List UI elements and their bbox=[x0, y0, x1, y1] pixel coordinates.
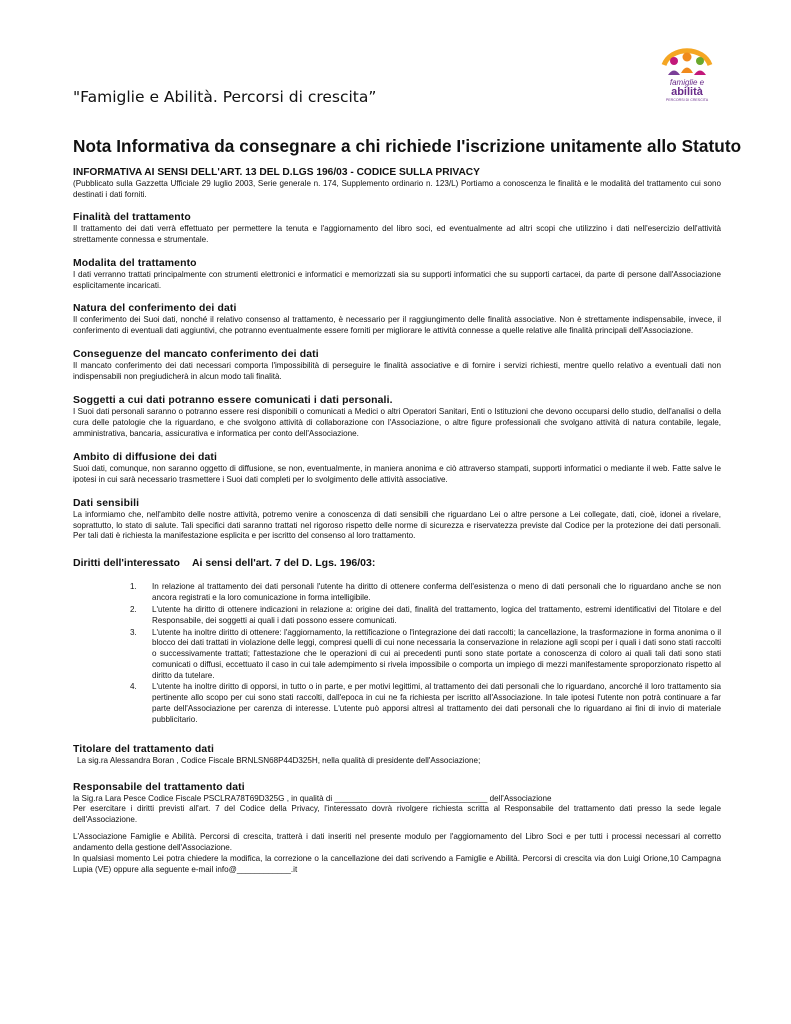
section-text: La informiamo che, nell'ambito delle nostre attività, potremo venire a conoscenza di dati sensibili che riguardano Lei o altre persone a Lei collegate, dati, cioè, idonei a rivelare, soprattutto, lo stato di salute. Tali specifici dati saranno trattati nel rigoroso rispetto delle norme di sicurezza e riservatezza previste dal Codice per la protezione dei dati personali. Per tali dati è richiesta la manifestazione esplicita e per iscritto del consenso al loro trattamento. bbox=[73, 509, 721, 541]
list-item-text: L'utente ha inoltre diritto di opporsi, in tutto o in parte, e per motivi legittimi, al trattamento dei dati personali che lo riguardano, ancorché il loro trattamento sia pertinente allo scopo per cui sono stati raccolti, dall'epoca in cui ne fa richiesta per iscritto all'Associazione. In tale ipotesi l'utente non potrà continuare a far parte dell'Associazione per carenza di interesse. L'utente può apporsi altresì al trattamento dei dati personali che lo riguardano ai fini di invio di materiale pubblicitario. bbox=[152, 682, 721, 724]
section-text: I Suoi dati personali saranno o potranno essere resi disponibili o comunicati a Medici o altri Operatori Sanitari, Enti o Istituzioni che devono occuparsi dello studio, dell'analisi o della cura delle patologie che la riguardano, e che svolgono attività di collaborazione con l'Associazione, o altre figure professionali che svolgano attività di natura contabile, legale, amministrativa, bancaria, assicurativa e informatica per conto dell'Associazione. bbox=[73, 407, 721, 438]
document-body bbox=[73, 167, 721, 876]
section-title: Modalita del trattamento bbox=[73, 257, 197, 269]
section-title: Natura del conferimento dei dati bbox=[73, 303, 237, 315]
main-title: Nota Informativa da consegnare a chi richiede I'iscrizione unitamente allo Statuto bbox=[73, 136, 742, 156]
logo-text-small: PERCORSI DI CRESCITA bbox=[665, 98, 709, 102]
section-conseguenze bbox=[73, 348, 721, 383]
section-text: Il trattamento dei dati verrà effettuato per permettere la tenuta e l'aggiornamento del libro soci, ed eventualmente ad altri scopi che utilizzino i dati nell'esercizio dell'attività strettamente connessa e strumentale. bbox=[73, 223, 721, 244]
section-soggetti bbox=[73, 394, 721, 440]
list-item-number: 2. bbox=[130, 604, 137, 614]
famiglie-e-abilita-logo-icon bbox=[656, 45, 718, 107]
titolare-title: Titolare del trattamento dati bbox=[73, 743, 214, 755]
list-item bbox=[130, 604, 721, 627]
list-item-text: L'utente ha diritto di ottenere indicazioni in relazione a: origine dei dati, finalità del trattamento, logica del trattamento, estremi identificativi del Titolare e del Responsabile, dei soggetti ai quali i dati possono essere comunicati. bbox=[152, 604, 721, 625]
section-title: Soggetti a cui dati potranno essere comunicati i dati personali. bbox=[73, 395, 393, 407]
list-item-number: 1. bbox=[130, 582, 137, 592]
section-text: Suoi dati, comunque, non saranno oggetto di diffusione, se non, eventualmente, in maniera anonima e ciò attraverso stampati, supporti informatici o mediante il web. Fatte salve le ipotesi in cui sarà necessario trasmettere i Suoi dati completi per lo svolgimento delle attività associative. bbox=[73, 463, 721, 484]
responsabile-line4: In qualsiasi momento Lei potra chiedere la modifica, la correzione o la cancellazione dei dati scrivendo a Famiglie e Abilità. Percorsi di crescita via don Luigi Orione,10 Campagna Lupia (VE) oppure alla seguente e-mail info@____________.it bbox=[73, 854, 721, 875]
responsabile-line1: la Sig.ra Lara Pesce Codice Fiscale PSCLRA78T69D325G , in qualità di __________________________________ dell'Associazione bbox=[73, 793, 552, 803]
privacy-text: (Pubblicato sulla Gazzetta Ufficiale 29 luglio 2003, Serie generale n. 174, Supplemento ordinario n. 123/L) Portiamo a conoscenza le finalità e le modalità del trattamento cui sono destinati i dati forniti. bbox=[73, 179, 721, 199]
rights-title bbox=[73, 557, 721, 570]
section-title: Conseguenze del mancato conferimento dei dati bbox=[73, 349, 319, 361]
section-title: Dati sensibili bbox=[73, 497, 140, 509]
section-text: Il conferimento dei Suoi dati, nonché il relativo consenso al trattamento, è necessario per il raggiungimento delle finalità associative. Non è strettamente indispensabile, invece, il conferimento di eventuali dati aggiuntivi, che potranno eventualmente essere forniti per migliorare le attività connesse a quelle relative alle finalità principali dell'Associazione. bbox=[73, 315, 721, 336]
list-item bbox=[130, 582, 721, 604]
section-text: Il mancato conferimento dei dati necessari comporta l'impossibilità di perseguire le finalità associative e di fornire i servizi richiesti, mentre quello relativo a eventuali dati non indispensabili non pregiudicherà in alcun modo tali finalità. bbox=[73, 361, 721, 382]
privacy-title: INFORMATIVA AI SENSI DELL'ART. 13 DEL D.LGS 196/03 - CODICE SULLA PRIVACY bbox=[73, 167, 480, 178]
list-item-number: 3. bbox=[130, 627, 137, 637]
document-header: "Famiglie e Abilità. Percorsi di crescita” bbox=[73, 88, 377, 106]
section-finalita bbox=[73, 211, 721, 246]
list-item bbox=[130, 682, 721, 725]
rights-list bbox=[73, 582, 721, 725]
section-title: Finalità del trattamento bbox=[73, 211, 191, 223]
titolare-text: La sig.ra Alessandra Boran , Codice Fiscale BRNLSN68P44D325H, nella qualità di presidente dell'Associazione; bbox=[77, 755, 481, 765]
section-ambito bbox=[73, 451, 721, 486]
logo-text-main: abilità bbox=[671, 86, 703, 98]
list-item-text: In relazione al trattamento dei dati personali l'utente ha diritto di ottenere conferma dell'esistenza o meno di dati personali che lo riguardano anche se non ancora registrati e la loro comunicazione in forma intelligibile. bbox=[152, 582, 721, 603]
section-title: Ambito di diffusione dei dati bbox=[73, 451, 218, 463]
responsabile-line2: Per esercitare i diritti previsti all'art. 7 del Codice della Privacy, l'interessato dovrà rivolgere richiesta scritta al Responsabile del trattamento dati presso la sede legale dell'Associazione. bbox=[73, 804, 721, 825]
section-modalita bbox=[73, 257, 721, 292]
logo-text-top: famiglie e bbox=[669, 78, 705, 87]
section-natura bbox=[73, 302, 721, 337]
responsabile-line3: L'Associazione Famiglie e Abilità. Percorsi di crescita, tratterà i dati inseriti nel presente modulo per l'aggiornamento del Libro Soci e per tutti i processi necessari al corretto andamento della gestione dell'Associazione. bbox=[73, 832, 721, 853]
section-dati-sensibili bbox=[73, 497, 721, 543]
list-item bbox=[130, 627, 721, 682]
responsabile-title: Responsabile del trattamento dati bbox=[73, 781, 245, 793]
rights-title-part2: Ai sensi dell'art. 7 del D. Lgs. 196/03: bbox=[191, 557, 376, 570]
section-text: I dati verranno trattati principalmente con strumenti elettronici e informatici e memorizzati sia su supporti informatici che su supporti cartacei, da parte di persone dall'Associazione esplicitamente incaricati. bbox=[73, 269, 721, 290]
list-item-text: L'utente ha inoltre diritto di ottenere: l'aggiornamento, la rettificazione o l'integrazione dei dati raccolti; la cancellazione, la trasformazione in forma anonima o il blocco dei dati trattati in violazione delle leggi, compresi quelli di cui none necessaria la conservazione in relazione agli scopi per i quali i dati sono stati raccolti o successivamente trattati; l'attestazione che le operazioni di cui ai precedenti punti sono state portate a conoscenza di coloro ai quali tali dati sono stati comunicati o diffusi, eccettuato il caso in cui tale adempimento si rivela impossibile o comporta un impiego di mezzi manifestamente sproporzionato rispetto al diritto da tutelare. bbox=[152, 627, 721, 680]
section-responsabile bbox=[73, 781, 721, 876]
rights-title-part1: Diritti dell'interessato bbox=[73, 557, 180, 570]
list-item-number: 4. bbox=[130, 682, 137, 692]
section-titolare bbox=[73, 743, 721, 767]
